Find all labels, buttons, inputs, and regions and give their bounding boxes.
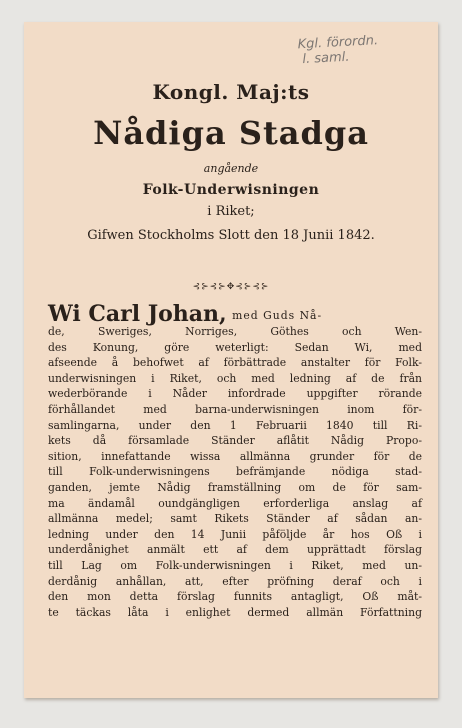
body-line: sition, innefattande wissa allmänna grunder för de	[48, 449, 422, 463]
given-at-line: Gifwen Stockholms Slott den 18 Junii 1842.	[87, 228, 375, 243]
body-line: te täckas låta i enlighet dermed allmän Författning	[48, 605, 422, 619]
body-line: des Konung, göre weterligt: Sedan Wi, med	[48, 340, 422, 354]
body-line: wederbörande i Nåder infordrade uppgifter rörande	[48, 387, 422, 401]
body-text	[48, 301, 422, 620]
title-line-4: Folk-Underwisningen	[142, 182, 320, 198]
handwritten-note-line: Kgl. förordn.	[297, 33, 379, 53]
body-line: ma ändamål oundgängligen erforderliga anslag af	[48, 496, 422, 510]
body-line: underwisningen i Riket, och med ledning af de från	[48, 371, 422, 385]
opening-words: Wi Carl Johan,	[48, 301, 227, 327]
body-line: de, Sweriges, Norriges, Göthes och Wen-	[48, 325, 422, 338]
body-line: förhållandet med barna-underwisningen inom för-	[48, 402, 422, 416]
body-line	[48, 301, 422, 327]
ornament-divider: ⊰⊱⊰⊱✥⊰⊱⊰⊱	[192, 282, 270, 292]
body-line: allmänna medel; samt Rikets Ständer af sådan an-	[48, 512, 422, 526]
handwritten-note	[297, 31, 426, 68]
body-line: till Lag om Folk-underwisningen i Riket, med un-	[48, 558, 422, 572]
body-line: till Folk-underwisningens befrämjande nödiga stad-	[48, 465, 422, 479]
body-line: den mon detta förslag funnits antagligt, Oß måt-	[48, 590, 422, 604]
body-line: ganden, jemte Nådig framställning om de för sam-	[48, 480, 422, 494]
body-line: underdånighet anmält ett af dem upprättadt förslag	[48, 543, 422, 557]
body-line: samlingarna, under den 1 Februarii 1840 till Ri-	[48, 418, 422, 432]
body-line: derdånig anhållan, att, efter pröfning deraf och i	[48, 574, 422, 588]
title-line-5: i Riket;	[207, 204, 255, 219]
title-line-2: Nådiga Stadga	[93, 114, 369, 152]
body-line: ledning under den 14 Junii påföljde år hos Oß i	[48, 527, 422, 541]
body-line: kets då församlade Ständer aflåtit Nådig Propo-	[48, 434, 422, 448]
handwritten-note-line: l. saml.	[302, 49, 350, 68]
body-line-text: med Guds Nå-	[232, 309, 323, 322]
body-line: afseende å behofwet af förbättrade anstalter för Folk-	[48, 356, 422, 370]
document-page	[24, 22, 438, 698]
title-line-3: angående	[203, 162, 259, 175]
title-line-1: Kongl. Maj:ts	[152, 80, 310, 104]
